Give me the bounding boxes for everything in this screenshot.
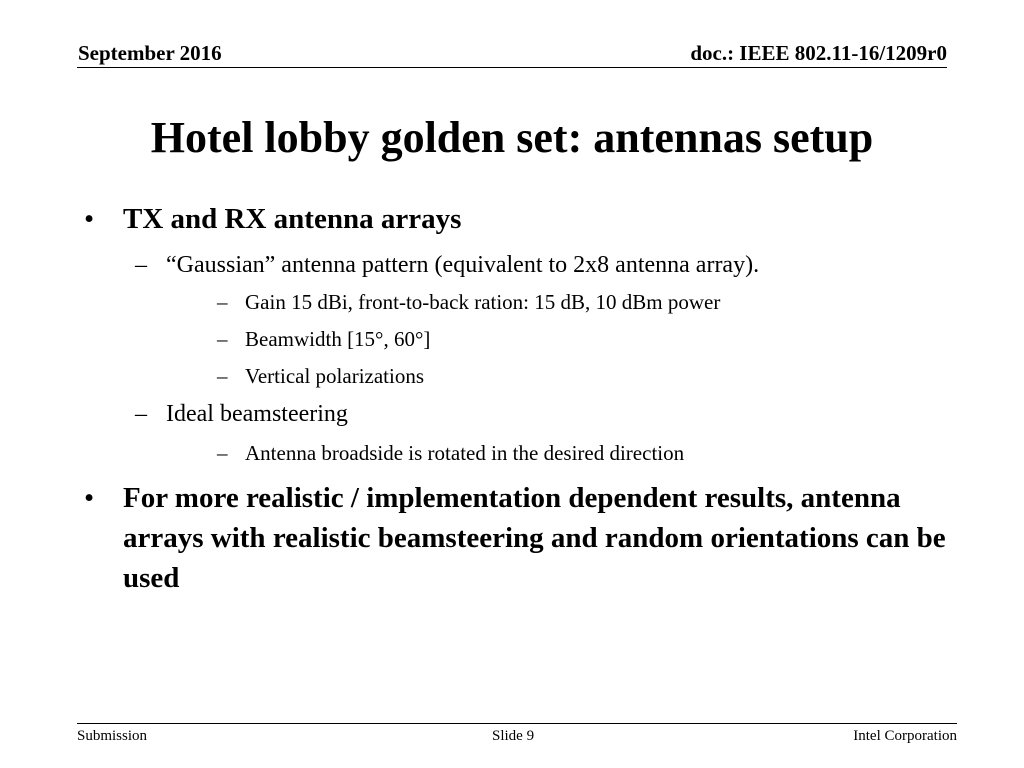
sub-bullet-marker: – bbox=[135, 401, 147, 427]
footer-submission: Submission bbox=[77, 728, 148, 744]
sub-sub-bullet-item: Vertical polarizations bbox=[245, 364, 425, 388]
slide-title: Hotel lobby golden set: antennas setup bbox=[150, 113, 874, 162]
sub-sub-bullet-marker: – bbox=[217, 364, 228, 388]
header-divider bbox=[77, 67, 947, 68]
footer-organization: Intel Corporation bbox=[853, 728, 957, 744]
sub-bullet-marker: – bbox=[135, 252, 147, 278]
bullet-item: For more realistic / implementation dependent results, antenna arrays with realistic beamsteering and random orientations can be used bbox=[123, 482, 946, 594]
sub-sub-bullet-marker: – bbox=[217, 441, 228, 465]
sub-sub-bullet-item: Antenna broadside is rotated in the desired direction bbox=[245, 441, 685, 465]
bullet-marker: • bbox=[84, 482, 95, 514]
sub-bullet-item: “Gaussian” antenna pattern (equivalent to 2x8 antenna array). bbox=[166, 252, 760, 278]
header-doc-id: doc.: IEEE 802.11-16/1209r0 bbox=[690, 41, 947, 65]
sub-sub-bullet-marker: – bbox=[217, 290, 228, 314]
bullet-item: TX and RX antenna arrays bbox=[123, 203, 462, 235]
sub-bullet-item: Ideal beamsteering bbox=[166, 401, 348, 427]
header-date: September 2016 bbox=[78, 41, 222, 65]
sub-sub-bullet-item: Gain 15 dBi, front-to-back ration: 15 dB, 10 dBm power bbox=[245, 290, 721, 314]
footer-divider bbox=[77, 723, 957, 724]
slide-number: Slide 9 bbox=[492, 728, 535, 744]
sub-sub-bullet-marker: – bbox=[217, 327, 228, 351]
bullet-marker: • bbox=[84, 203, 95, 235]
sub-sub-bullet-item: Beamwidth [15°, 60°] bbox=[245, 327, 431, 351]
